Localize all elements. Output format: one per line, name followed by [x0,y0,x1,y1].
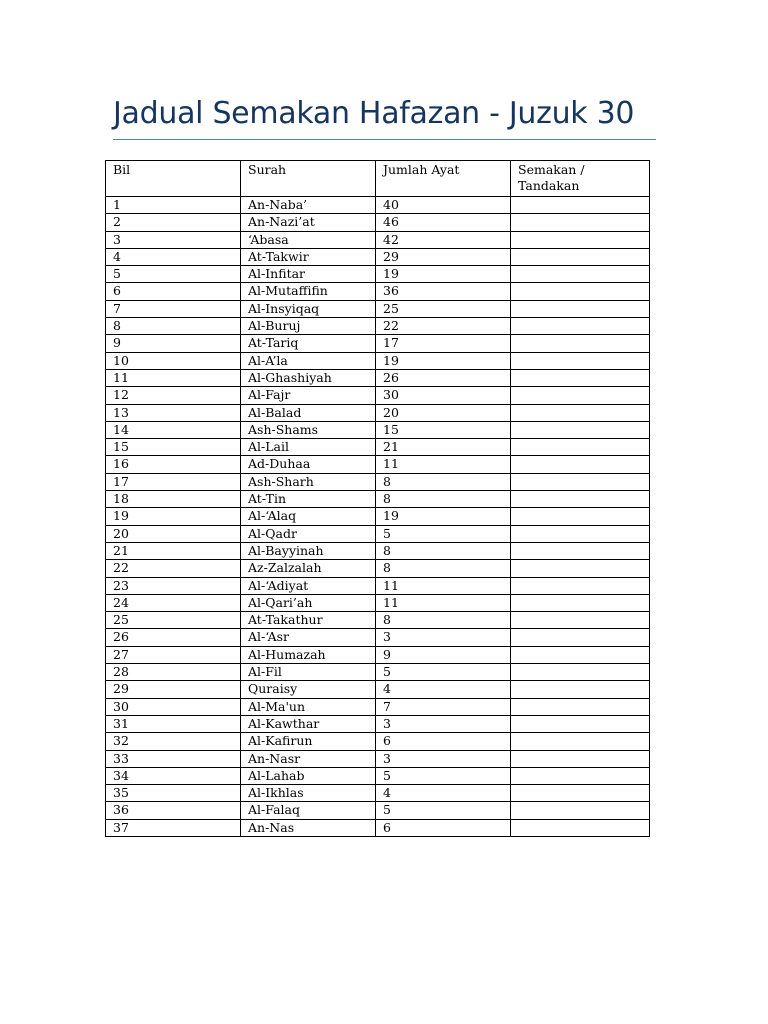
table-row [106,681,650,698]
cell-bil: 19 [106,508,241,525]
cell-jumlah-ayat: 25 [376,300,511,317]
cell-bil: 27 [106,646,241,663]
cell-bil: 16 [106,456,241,473]
cell-bil: 7 [106,300,241,317]
cell-bil: 30 [106,698,241,715]
cell-bil: 37 [106,819,241,836]
cell-semakan[interactable] [511,456,650,473]
cell-jumlah-ayat: 19 [376,352,511,369]
table-row [106,750,650,767]
cell-semakan[interactable] [511,473,650,490]
cell-surah: At-Tin [241,491,376,508]
cell-surah: Al-A’la [241,352,376,369]
cell-surah: Ash-Shams [241,421,376,438]
cell-jumlah-ayat: 7 [376,698,511,715]
cell-jumlah-ayat: 21 [376,439,511,456]
cell-jumlah-ayat: 6 [376,819,511,836]
cell-semakan[interactable] [511,646,650,663]
table-row [106,594,650,611]
cell-jumlah-ayat: 5 [376,767,511,784]
cell-surah: Al-Lahab [241,767,376,784]
cell-bil: 4 [106,248,241,265]
table-row [106,335,650,352]
cell-surah: Quraisy [241,681,376,698]
cell-bil: 9 [106,335,241,352]
cell-bil: 15 [106,439,241,456]
cell-surah: An-Nas [241,819,376,836]
cell-jumlah-ayat: 4 [376,681,511,698]
cell-surah: At-Tariq [241,335,376,352]
cell-semakan[interactable] [511,577,650,594]
cell-jumlah-ayat: 42 [376,231,511,248]
cell-bil: 13 [106,404,241,421]
cell-surah: Al-Mutaffifin [241,283,376,300]
cell-bil: 3 [106,231,241,248]
cell-jumlah-ayat: 11 [376,594,511,611]
cell-jumlah-ayat: 9 [376,646,511,663]
cell-bil: 2 [106,214,241,231]
cell-semakan[interactable] [511,404,650,421]
table-row [106,439,650,456]
cell-surah: Al-Bayyinah [241,542,376,559]
cell-jumlah-ayat: 6 [376,733,511,750]
cell-jumlah-ayat: 5 [376,802,511,819]
cell-surah: Ash-Sharh [241,473,376,490]
cell-surah: Al-Ma'un [241,698,376,715]
table-row [106,785,650,802]
cell-jumlah-ayat: 15 [376,421,511,438]
cell-jumlah-ayat: 19 [376,266,511,283]
cell-surah: At-Takwir [241,248,376,265]
cell-jumlah-ayat: 5 [376,525,511,542]
cell-surah: Al-Balad [241,404,376,421]
cell-semakan[interactable] [511,664,650,681]
cell-jumlah-ayat: 17 [376,335,511,352]
table-row [106,300,650,317]
table-row [106,369,650,386]
table-row [106,387,650,404]
cell-semakan[interactable] [511,214,650,231]
cell-semakan[interactable] [511,300,650,317]
table-row [106,698,650,715]
table-row [106,819,650,836]
cell-bil: 26 [106,629,241,646]
cell-semakan[interactable] [511,629,650,646]
cell-semakan[interactable] [511,369,650,386]
cell-jumlah-ayat: 22 [376,318,511,335]
title-underline [113,139,656,140]
cell-surah: Al-Humazah [241,646,376,663]
cell-surah: Ad-Duhaa [241,456,376,473]
cell-bil: 11 [106,369,241,386]
cell-semakan[interactable] [511,439,650,456]
table-row [106,525,650,542]
cell-surah: Al-Infitar [241,266,376,283]
cell-semakan[interactable] [511,508,650,525]
cell-bil: 31 [106,715,241,732]
table-row [106,318,650,335]
cell-semakan[interactable] [511,335,650,352]
table-row [106,197,650,214]
cell-bil: 24 [106,594,241,611]
cell-semakan[interactable] [511,715,650,732]
table-row [106,491,650,508]
table-row [106,715,650,732]
cell-jumlah-ayat: 26 [376,369,511,386]
cell-semakan[interactable] [511,767,650,784]
table-row [106,612,650,629]
cell-bil: 8 [106,318,241,335]
cell-jumlah-ayat: 8 [376,560,511,577]
table-row [106,266,650,283]
document-title: Jadual Semakan Hafazan - Juzuk 30 [113,96,635,131]
cell-surah: Al-‘Asr [241,629,376,646]
cell-jumlah-ayat: 8 [376,542,511,559]
cell-jumlah-ayat: 4 [376,785,511,802]
cell-jumlah-ayat: 20 [376,404,511,421]
cell-semakan[interactable] [511,802,650,819]
cell-surah: Al-Kafirun [241,733,376,750]
column-header-semakan: Semakan / Tandakan [511,161,650,197]
cell-semakan[interactable] [511,542,650,559]
cell-surah: An-Naba’ [241,197,376,214]
hafazan-checklist-table [105,160,650,837]
cell-bil: 34 [106,767,241,784]
table-row [106,214,650,231]
cell-semakan[interactable] [511,248,650,265]
table-row [106,473,650,490]
cell-semakan[interactable] [511,525,650,542]
cell-jumlah-ayat: 29 [376,248,511,265]
column-header-surah: Surah [241,161,376,197]
cell-semakan[interactable] [511,231,650,248]
cell-jumlah-ayat: 8 [376,473,511,490]
cell-semakan[interactable] [511,594,650,611]
cell-semakan[interactable] [511,698,650,715]
table-row [106,646,650,663]
cell-surah: Al-Fil [241,664,376,681]
cell-semakan[interactable] [511,785,650,802]
cell-bil: 33 [106,750,241,767]
cell-bil: 18 [106,491,241,508]
cell-surah: Al-Ikhlas [241,785,376,802]
cell-semakan[interactable] [511,560,650,577]
cell-semakan[interactable] [511,421,650,438]
table-row [106,629,650,646]
cell-bil: 36 [106,802,241,819]
cell-bil: 28 [106,664,241,681]
cell-semakan[interactable] [511,733,650,750]
table-row [106,352,650,369]
cell-bil: 6 [106,283,241,300]
cell-semakan[interactable] [511,283,650,300]
table-row [106,577,650,594]
cell-semakan[interactable] [511,681,650,698]
table-row [106,664,650,681]
cell-jumlah-ayat: 3 [376,629,511,646]
cell-semakan[interactable] [511,352,650,369]
cell-bil: 32 [106,733,241,750]
cell-bil: 25 [106,612,241,629]
cell-jumlah-ayat: 3 [376,715,511,732]
cell-jumlah-ayat: 5 [376,664,511,681]
cell-surah: Al-Falaq [241,802,376,819]
cell-surah: ‘Abasa [241,231,376,248]
cell-jumlah-ayat: 40 [376,197,511,214]
cell-bil: 22 [106,560,241,577]
cell-jumlah-ayat: 8 [376,491,511,508]
table-row [106,404,650,421]
cell-jumlah-ayat: 3 [376,750,511,767]
cell-surah: Al-Fajr [241,387,376,404]
cell-jumlah-ayat: 46 [376,214,511,231]
cell-bil: 35 [106,785,241,802]
table-row [106,248,650,265]
column-header-jumlah-ayat: Jumlah Ayat [376,161,511,197]
cell-jumlah-ayat: 11 [376,577,511,594]
cell-jumlah-ayat: 36 [376,283,511,300]
table-row [106,456,650,473]
cell-surah: Al-Buruj [241,318,376,335]
cell-surah: An-Nazi’at [241,214,376,231]
cell-jumlah-ayat: 30 [376,387,511,404]
table-row [106,802,650,819]
cell-semakan[interactable] [511,197,650,214]
table-row [106,733,650,750]
cell-surah: Al-Qari’ah [241,594,376,611]
cell-surah: At-Takathur [241,612,376,629]
cell-bil: 14 [106,421,241,438]
cell-bil: 12 [106,387,241,404]
cell-bil: 10 [106,352,241,369]
table-body [106,197,650,837]
cell-semakan[interactable] [511,318,650,335]
cell-jumlah-ayat: 19 [376,508,511,525]
table-row [106,560,650,577]
cell-surah: Al-Lail [241,439,376,456]
cell-semakan[interactable] [511,819,650,836]
cell-bil: 20 [106,525,241,542]
cell-jumlah-ayat: 11 [376,456,511,473]
cell-surah: Al-Ghashiyah [241,369,376,386]
column-header-bil: Bil [106,161,241,197]
table-row [106,421,650,438]
cell-semakan[interactable] [511,491,650,508]
table-row [106,542,650,559]
cell-surah: Az-Zalzalah [241,560,376,577]
cell-bil: 23 [106,577,241,594]
cell-bil: 17 [106,473,241,490]
table-row [106,283,650,300]
table-header-row [106,161,650,197]
cell-surah: Al-Insyiqaq [241,300,376,317]
cell-bil: 21 [106,542,241,559]
cell-bil: 5 [106,266,241,283]
table-row [106,231,650,248]
cell-surah: Al-‘Alaq [241,508,376,525]
cell-jumlah-ayat: 8 [376,612,511,629]
cell-semakan[interactable] [511,387,650,404]
cell-semakan[interactable] [511,266,650,283]
cell-semakan[interactable] [511,612,650,629]
cell-surah: An-Nasr [241,750,376,767]
cell-surah: Al-Kawthar [241,715,376,732]
cell-surah: Al-Qadr [241,525,376,542]
cell-bil: 1 [106,197,241,214]
cell-surah: Al-‘Adiyat [241,577,376,594]
cell-semakan[interactable] [511,750,650,767]
cell-bil: 29 [106,681,241,698]
table-row [106,767,650,784]
table-row [106,508,650,525]
